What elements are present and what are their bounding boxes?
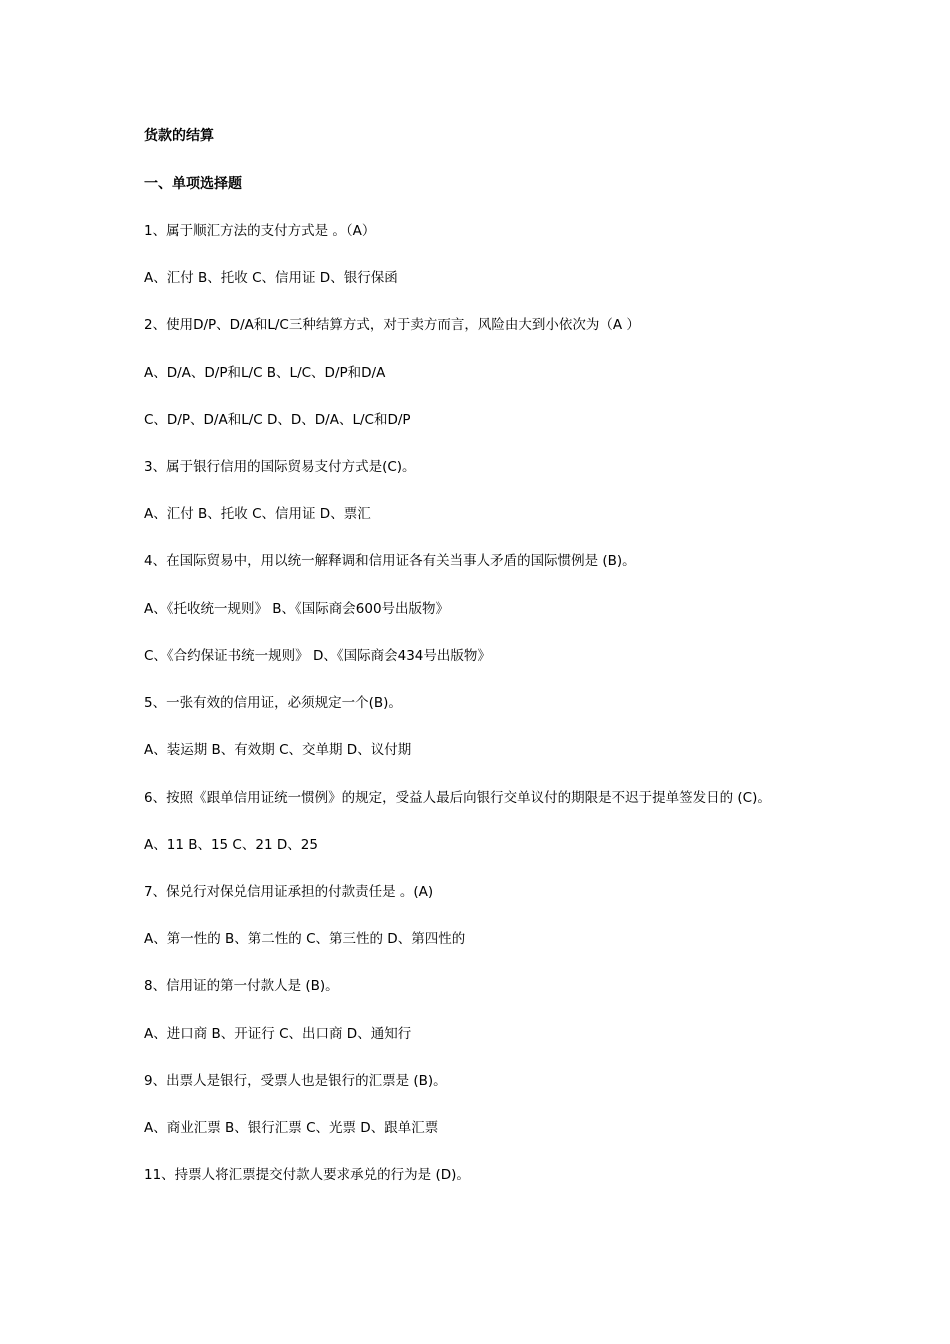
question-6: 6、按照《跟单信用证统一惯例》的规定，受益人最后向银行交单议付的期限是不迟于提单签发日的 (C)。: [144, 790, 771, 806]
options-4a: A、《托收统一规则》 B、《国际商会600号出版物》: [144, 601, 450, 617]
question-9: 9、出票人是银行，受票人也是银行的汇票是 (B)。: [144, 1073, 447, 1089]
options-2b: C、D/P、D/A和L/C D、D、D/A、L/C和D/P: [144, 412, 411, 428]
options-1: A、汇付 B、托收 C、信用证 D、银行保函: [144, 270, 398, 286]
question-1: 1、属于顺汇方法的支付方式是 。（A）: [144, 223, 376, 239]
options-8: A、进口商 B、开证行 C、出口商 D、通知行: [144, 1026, 412, 1042]
question-4: 4、在国际贸易中，用以统一解释调和信用证各有关当事人矛盾的国际惯例是 (B)。: [144, 553, 636, 569]
options-5: A、装运期 B、有效期 C、交单期 D、议付期: [144, 742, 412, 758]
question-7: 7、保兑行对保兑信用证承担的付款责任是 。(A): [144, 884, 434, 900]
document-title: 货款的结算: [144, 128, 214, 144]
options-2a: A、D/A、D/P和L/C B、L/C、D/P和D/A: [144, 365, 386, 381]
question-5: 5、一张有效的信用证，必须规定一个(B)。: [144, 695, 402, 711]
question-8: 8、信用证的第一付款人是 (B)。: [144, 978, 339, 994]
question-3: 3、属于银行信用的国际贸易支付方式是(C)。: [144, 459, 416, 475]
options-3: A、汇付 B、托收 C、信用证 D、票汇: [144, 506, 371, 522]
options-6: A、11 B、15 C、21 D、25: [144, 837, 318, 853]
question-11: 11、持票人将汇票提交付款人要求承兑的行为是 (D)。: [144, 1167, 470, 1183]
question-2: 2、使用D/P、D/A和L/C三种结算方式，对于卖方而言，风险由大到小依次为（A ）: [144, 317, 640, 333]
options-7: A、第一性的 B、第二性的 C、第三性的 D、第四性的: [144, 931, 466, 947]
section-heading: 一、单项选择题: [144, 176, 242, 192]
options-4b: C、《合约保证书统一规则》 D、《国际商会434号出版物》: [144, 648, 491, 664]
options-9: A、商业汇票 B、银行汇票 C、光票 D、跟单汇票: [144, 1120, 439, 1136]
